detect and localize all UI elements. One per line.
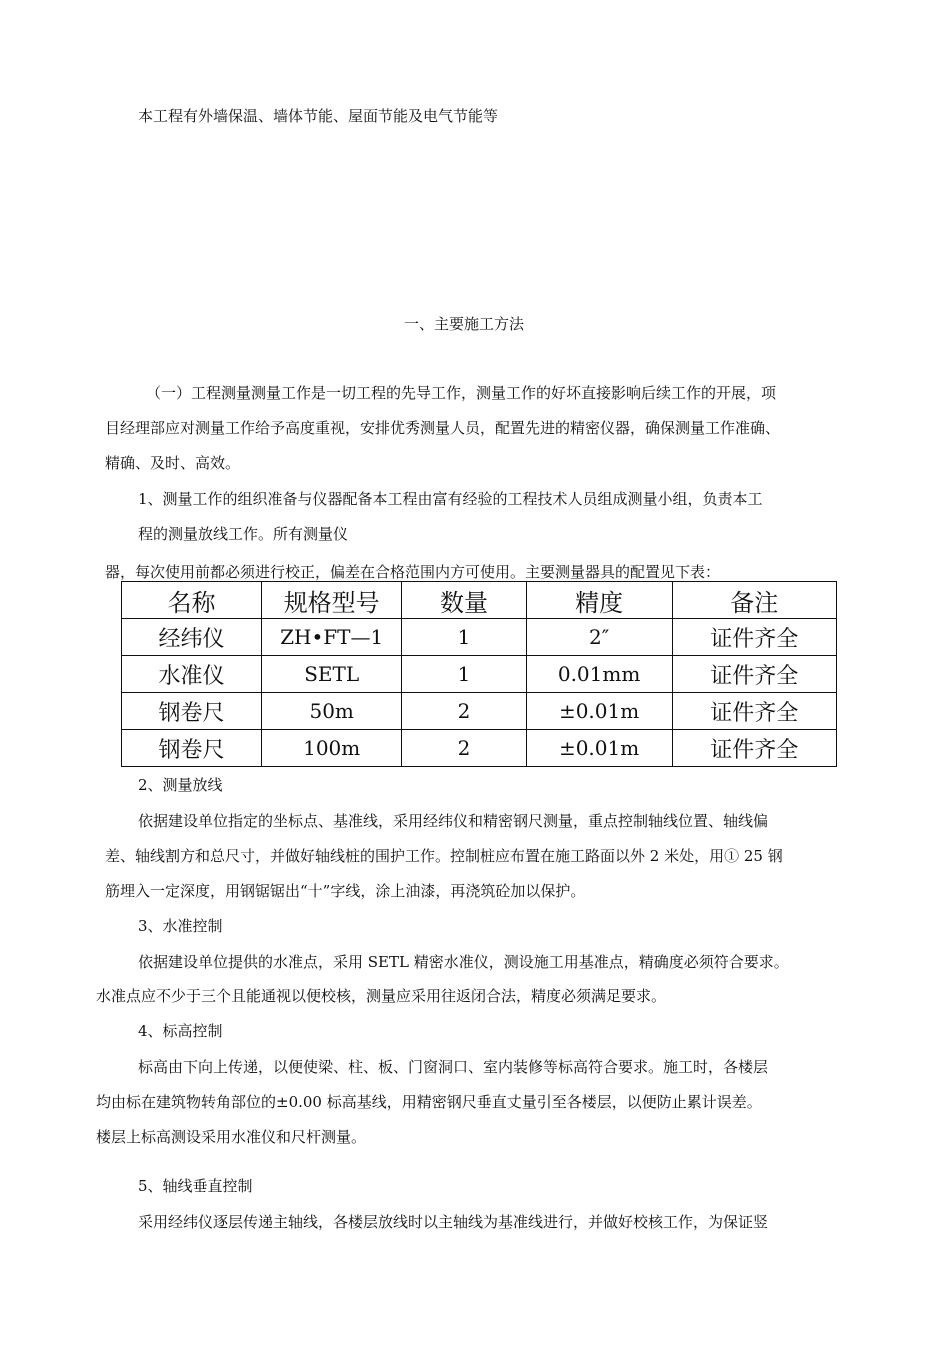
header-remark: 备注: [672, 582, 836, 619]
table-row: [122, 730, 837, 767]
cell-name: 钢卷尺: [122, 693, 262, 730]
para2-line2: 程的测量放线工作。所有测量仪: [138, 525, 349, 543]
table-header-row: [122, 582, 837, 619]
s4-line1: 标高由下向上传递，以便使梁、柱、板、门窗洞口、室内装修等标高符合要求。施工时，各楼层: [138, 1058, 769, 1076]
table-row: [122, 693, 837, 730]
cell-name: 水准仪: [122, 656, 262, 693]
cell-spec: ZH•FT—1: [262, 619, 402, 656]
s2-line1: 依据建设单位指定的坐标点、基准线，采用经纬仪和精密钢尺测量，重点控制轴线位置、轴线偏: [138, 812, 769, 830]
para1-line2: 目经理部应对测量工作给予高度重视，安排优秀测量人员，配置先进的精密仪器，确保测量工作准确、: [105, 419, 781, 437]
section-title: 一、主要施工方法: [404, 315, 525, 333]
cell-spec: 100m: [262, 730, 402, 767]
cell-qty: 2: [402, 730, 526, 767]
s5-line1: 采用经纬仪逐层传递主轴线，各楼层放线时以主轴线为基准线进行，并做好校核工作，为保证竖: [138, 1213, 769, 1231]
s2-title: 2、测量放线: [138, 776, 223, 794]
s3-line1: 依据建设单位提供的水准点，采用 SETL 精密水准仪，测设施工用基准点，精确度必须符合要求。: [138, 953, 789, 971]
para2-line1: 1、测量工作的组织准备与仪器配备本工程由富有经验的工程技术人员组成测量小组，负责本工: [138, 490, 763, 508]
s2-line3: 筋埋入一定深度，用钢锯锯出“十”字线，涂上油漆，再浇筑砼加以保护。: [105, 882, 586, 900]
cell-precision: 2″: [526, 619, 672, 656]
cell-qty: 1: [402, 656, 526, 693]
header-qty: 数量: [402, 582, 526, 619]
cell-spec: SETL: [262, 656, 402, 693]
cell-remark: 证件齐全: [672, 730, 836, 767]
s4-line3: 楼层上标高测设采用水准仪和尺杆测量。: [96, 1128, 367, 1146]
intro-text: 本工程有外墙保温、墙体节能、屋面节能及电气节能等: [138, 107, 499, 125]
s3-title: 3、水准控制: [138, 917, 223, 935]
cell-name: 经纬仪: [122, 619, 262, 656]
s3-line2: 水准点应不少于三个且能通视以便校核，测量应采用往返闭合法，精度必须满足要求。: [96, 987, 667, 1005]
table-row: [122, 656, 837, 693]
para1-line3: 精确、及时、高效。: [105, 454, 241, 472]
table-row: [122, 619, 837, 656]
cell-qty: 2: [402, 693, 526, 730]
s4-title: 4、标高控制: [138, 1022, 223, 1040]
cell-qty: 1: [402, 619, 526, 656]
cell-spec: 50m: [262, 693, 402, 730]
cell-remark: 证件齐全: [672, 693, 836, 730]
para1-line1: （一）工程测量测量工作是一切工程的先导工作，测量工作的好坏直接影响后续工作的开展，项: [146, 384, 777, 402]
cell-precision: ±0.01m: [526, 730, 672, 767]
para2-line3: 器，每次使用前都必须进行校正，偏差在合格范围内方可使用。主要测量器具的配置见下表：: [105, 563, 721, 581]
header-name: 名称: [122, 582, 262, 619]
cell-name: 钢卷尺: [122, 730, 262, 767]
header-precision: 精度: [526, 582, 672, 619]
header-spec: 规格型号: [262, 582, 402, 619]
s5-title: 5、轴线垂直控制: [138, 1177, 253, 1195]
s4-line2: 均由标在建筑物转角部位的±0.00 标高基线，用精密钢尺垂直丈量引至各楼层，以便防止累计误差。: [96, 1093, 762, 1111]
instrument-table: [121, 581, 837, 767]
cell-remark: 证件齐全: [672, 656, 836, 693]
cell-precision: ±0.01m: [526, 693, 672, 730]
cell-remark: 证件齐全: [672, 619, 836, 656]
cell-precision: 0.01mm: [526, 656, 672, 693]
s2-line2: 差、轴线割方和总尺寸，并做好轴线桩的围护工作。控制桩应布置在施工路面以外 2 米处，用① 25 钢: [105, 847, 783, 865]
